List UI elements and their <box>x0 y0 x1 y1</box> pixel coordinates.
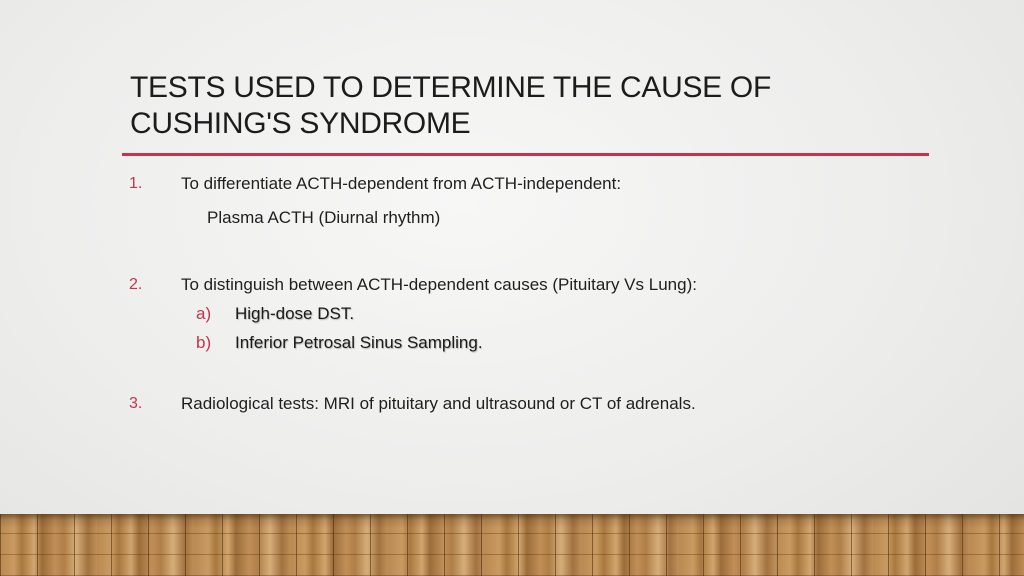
list-item-1-text: To differentiate ACTH-dependent from ACTH-independent: <box>181 174 622 193</box>
title-line-1: TESTS USED TO DETERMINE THE CAUSE OF <box>130 71 771 104</box>
list-item-1-number: 1. <box>129 175 143 192</box>
list-item-2b-text: Inferior Petrosal Sinus Sampling. <box>235 333 483 352</box>
list-item-1-subtext: Plasma ACTH (Diurnal rhythm) <box>207 208 441 227</box>
list-item-2a-text: High-dose DST. <box>235 304 355 323</box>
list-item-3-number: 3. <box>129 395 143 412</box>
list-item-2a-marker: a) <box>196 304 212 323</box>
list-item-3-text: Radiological tests: MRI of pituitary and ultrasound or CT of adrenals. <box>181 394 696 413</box>
list-item-2-number: 2. <box>129 276 143 293</box>
list-item-2-text: To distinguish between ACTH-dependent causes (Pituitary Vs Lung): <box>181 275 697 294</box>
title-line-2: CUSHING'S SYNDROME <box>130 107 471 140</box>
wood-floor-decoration <box>0 514 1024 576</box>
list-item-2b-marker: b) <box>196 333 212 352</box>
